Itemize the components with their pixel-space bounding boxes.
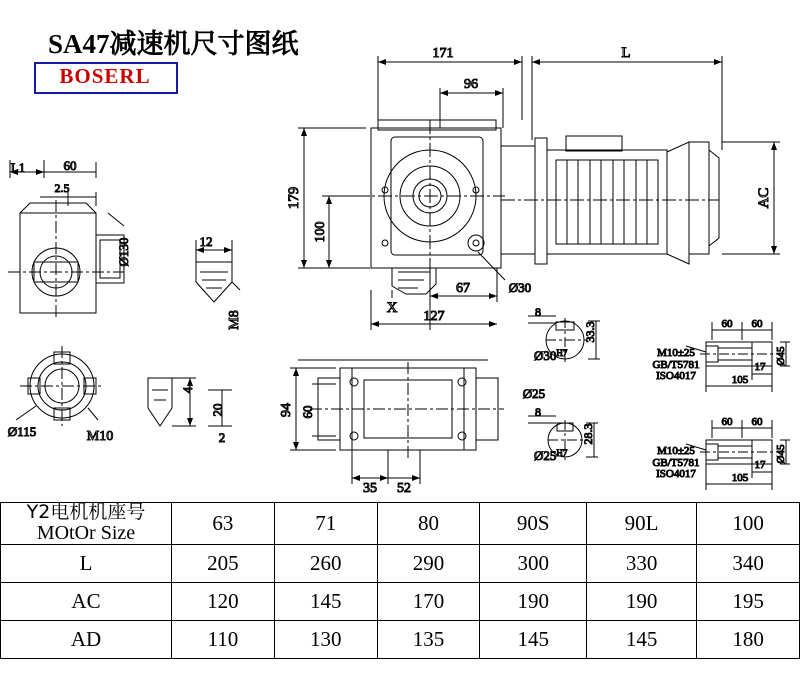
table-col-63: 63 [172, 503, 275, 545]
bolt2-dim-60b: 60 [751, 416, 763, 428]
bolt1-thread: M10±25 [657, 347, 695, 359]
cell-ac-90l: 190 [587, 582, 697, 620]
dim-33-3: 33.3 [583, 321, 597, 343]
dim-X: X [386, 300, 398, 316]
dim-60-bottom: 60 [300, 405, 315, 419]
dim-d30-detail: $Ø30^{H7}$ [534, 348, 568, 363]
row-label-ad: AD [1, 620, 172, 658]
bolt2-thread: M10±25 [657, 445, 695, 457]
bolt1-dim-60a: 60 [721, 318, 733, 330]
bolt1-std2: ISO4017 [656, 370, 696, 382]
dim-20: 20 [210, 403, 225, 417]
bolt1-dim-17: 17 [754, 361, 766, 373]
dim-M10: M10 [86, 429, 114, 444]
dim-60-left: 60 [63, 158, 77, 173]
dim-M8: M8 [227, 310, 242, 330]
logo-text: BOSERL [59, 64, 151, 88]
cell-ad-71: 130 [274, 620, 377, 658]
table-header-row [1, 503, 800, 545]
table-header-label-cn: Y2电机机座号 [26, 501, 146, 523]
dim-127: 127 [423, 309, 445, 324]
cell-ac-71: 145 [274, 582, 377, 620]
table-col-71: 71 [274, 503, 377, 545]
table-header-label [1, 503, 172, 545]
bolt2-dim-17: 17 [754, 459, 766, 471]
bolt1-std1: GB/T5781 [652, 359, 700, 371]
table-col-80: 80 [377, 503, 480, 545]
bolt1-dim-d45: Ø45 [775, 346, 787, 366]
cell-ac-100: 195 [697, 582, 800, 620]
dim-d115: Ø115 [7, 424, 37, 439]
bolt2-dim-105: 105 [731, 472, 749, 484]
dim-d30-main: Ø30 [508, 280, 532, 295]
dim-67: 67 [456, 281, 470, 296]
cell-ad-100: 180 [697, 620, 800, 658]
cell-ac-63: 120 [172, 582, 275, 620]
cell-l-80: 290 [377, 544, 480, 582]
page-title-cn: 减速机尺寸图纸 [109, 29, 299, 60]
dim-100: 100 [313, 221, 328, 243]
dim-12: 12 [199, 234, 213, 249]
dim-179: 179 [286, 186, 302, 210]
table-header-label-en: MOtOr Size [36, 521, 136, 544]
bolt1-dim-105: 105 [731, 374, 749, 386]
cell-l-71: 260 [274, 544, 377, 582]
table-row [1, 544, 800, 582]
cell-ad-80: 135 [377, 620, 480, 658]
dim-171: 171 [432, 46, 454, 61]
cell-l-63: 205 [172, 544, 275, 582]
dim-96: 96 [464, 77, 478, 92]
dim-AC: AC [756, 187, 772, 209]
table-col-100: 100 [697, 503, 800, 545]
table-col-90s: 90S [480, 503, 587, 545]
table-row [1, 582, 800, 620]
dim-2-5: 2.5 [54, 181, 70, 195]
bolt2-dim-60a: 60 [721, 416, 733, 428]
cell-l-90s: 300 [480, 544, 587, 582]
dim-8-b: 8 [535, 405, 541, 419]
dim-d130: Ø130 [116, 237, 131, 267]
bolt2-dim-d45: Ø45 [775, 444, 787, 464]
bolt2-std2: ISO4017 [656, 468, 696, 480]
cell-ad-90l: 145 [587, 620, 697, 658]
row-label-l: L [1, 544, 172, 582]
dim-94: 94 [279, 403, 294, 417]
dim-52: 52 [397, 481, 411, 496]
page-title-model: SA47 [48, 29, 110, 59]
table-row [1, 620, 800, 658]
dim-d25-detail: $Ø25^{H7}$ [534, 448, 568, 463]
bolt1-dim-60b: 60 [751, 318, 763, 330]
dim-35: 35 [363, 481, 377, 496]
cell-ad-63: 110 [172, 620, 275, 658]
cell-ac-80: 170 [377, 582, 480, 620]
cell-l-100: 340 [697, 544, 800, 582]
dim-d25: Ø25 [522, 386, 546, 401]
dim-8-a: 8 [535, 305, 541, 319]
dim-L: L [621, 45, 631, 61]
bolt2-std1: GB/T5781 [652, 457, 700, 469]
dimension-table [0, 502, 800, 659]
cell-l-90l: 330 [587, 544, 697, 582]
dim-2: 2 [218, 430, 226, 445]
dim-L1: L1 [10, 160, 26, 175]
row-label-ac: AC [1, 582, 172, 620]
cell-ad-90s: 145 [480, 620, 587, 658]
cell-ac-90s: 190 [480, 582, 587, 620]
table-col-90l: 90L [587, 503, 697, 545]
dim-28-3: 28.3 [581, 423, 595, 445]
dim-4: 4 [180, 386, 195, 394]
